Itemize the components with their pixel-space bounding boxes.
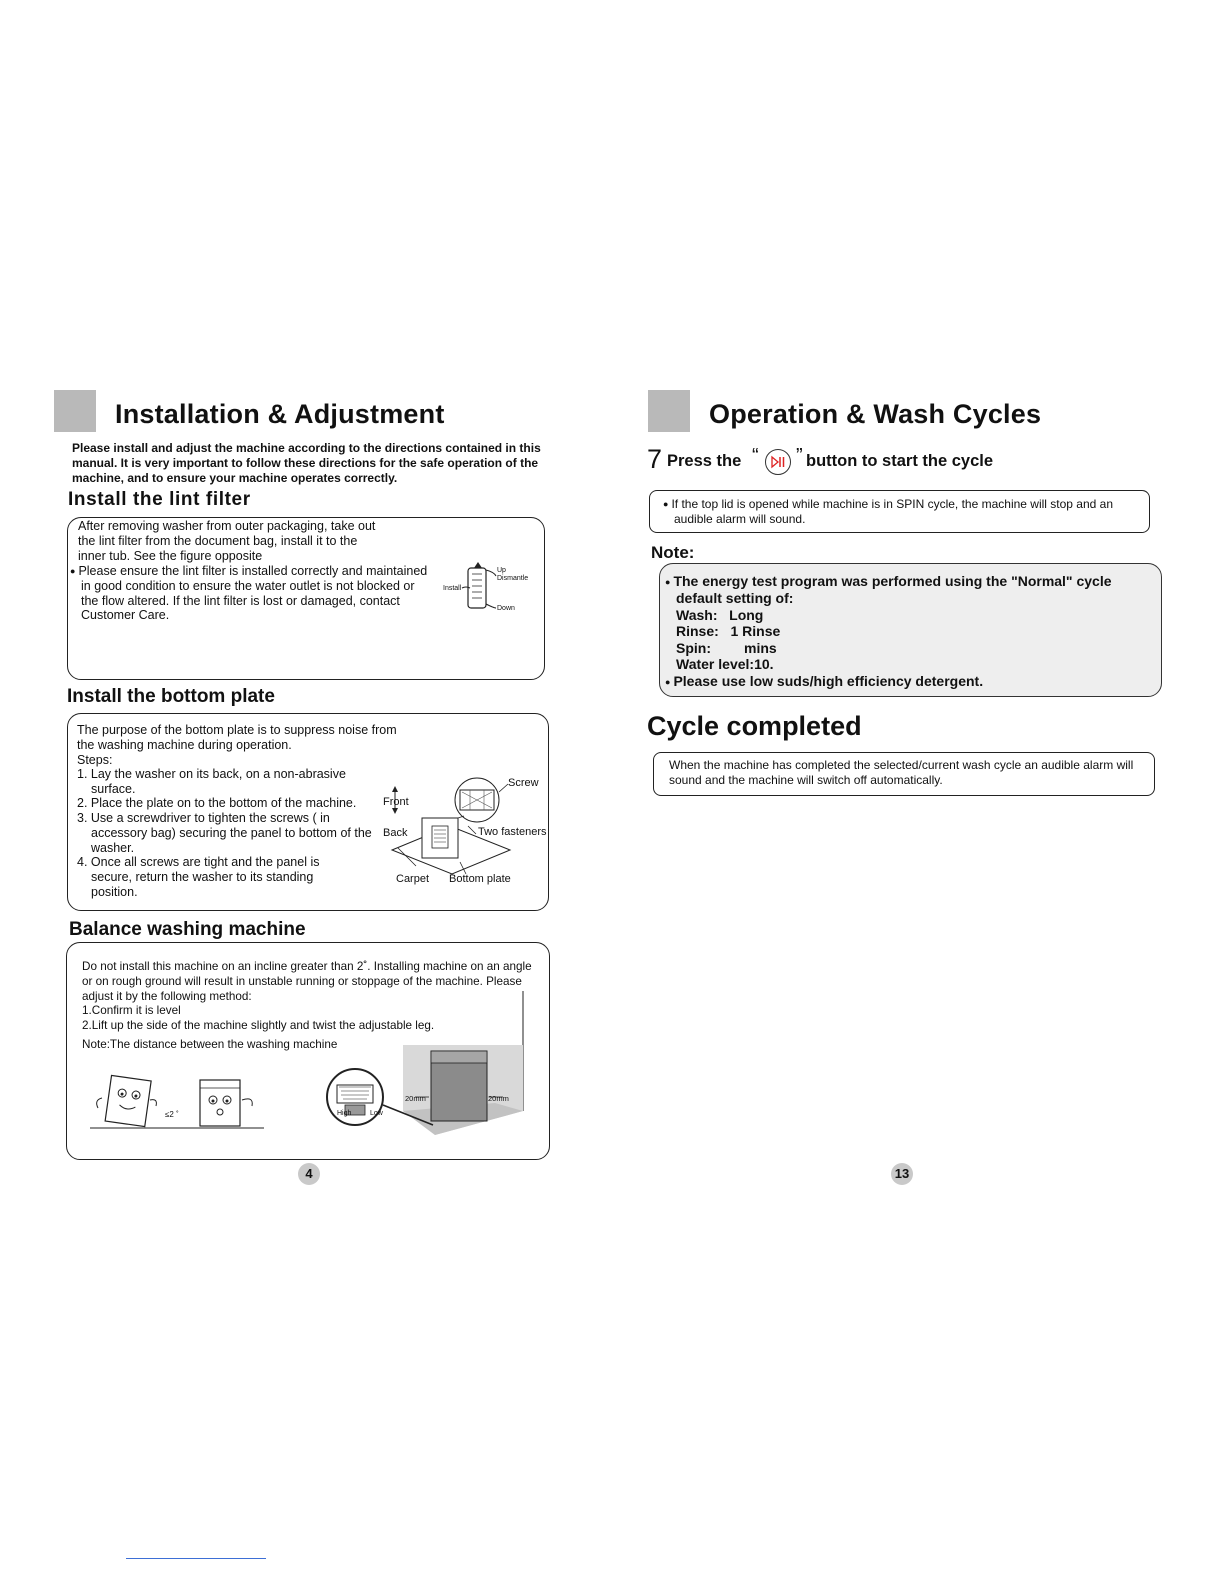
fig-bottom-plate-label: Bottom plate xyxy=(449,873,511,885)
note-water-level: Water level:10. xyxy=(676,656,774,672)
step-3-text: 3. Use a screwdriver to tighten the screws ( in accessory bag) securing the panel to bottom of the washer. xyxy=(77,811,372,855)
start-pause-icon xyxy=(765,449,791,475)
step-number: 7 xyxy=(647,444,663,474)
lint-fig-dismantle-label: Dismantle xyxy=(497,575,529,582)
start-pause-glyph xyxy=(766,450,790,474)
fig-high-label: High xyxy=(337,1110,352,1117)
level-install-figure xyxy=(325,985,530,1145)
fig-carpet-label: Carpet xyxy=(396,873,430,885)
lint-filter-heading: Install the lint filter xyxy=(68,489,251,510)
balance-note: Note:The distance between the washing machine xyxy=(82,1038,338,1051)
fig-20mm-left-label: 20mm xyxy=(405,1094,426,1103)
note-energy-test xyxy=(665,573,1125,607)
spin-notice-text: If the top lid is opened while machine is in SPIN cycle, the machine will stop and an audible alarm will sound. xyxy=(671,497,1114,526)
lint-fig-install-label: Install xyxy=(443,585,462,592)
note-wash xyxy=(676,607,763,623)
note-spin xyxy=(676,640,777,656)
step-text-after: button to start the cycle xyxy=(806,452,994,470)
fig-low-label: Low xyxy=(370,1110,383,1117)
bottom-plate-step-4 xyxy=(77,855,341,899)
wash-value: Long xyxy=(729,607,764,623)
lint-fig-up-label: Up xyxy=(497,567,506,574)
note-rinse xyxy=(676,623,780,639)
tilted-washer-cartoons xyxy=(88,1070,268,1132)
bottom-plate-step-2: 2. Place the plate on to the bottom of the machine. xyxy=(77,796,357,810)
note-line1-text: The energy test program was performed using the "Normal" cycle default setting of: xyxy=(673,573,1112,607)
note-label-text: Note xyxy=(651,543,689,562)
fig-angle-label: ≤2 ˚ xyxy=(165,1110,179,1119)
fig-fasteners-label: Two fasteners xyxy=(478,826,547,838)
fig-back-label: Back xyxy=(383,827,408,839)
balance-step-1: 1.Confirm it is level xyxy=(82,1004,181,1017)
section-marker-left xyxy=(54,390,96,432)
close-quote-glyph: ” xyxy=(796,445,803,467)
page-number-left: 4 xyxy=(298,1163,320,1185)
lint-filter-care-label: Please ensure the lint filter is installed correctly and maintained in good condition to ensure the water outlet is not blocked or the flow altered. If the lint filter is lost or damaged, contact Customer Care. xyxy=(78,564,428,623)
wash-label: Wash: xyxy=(676,607,718,623)
page-number-right: 13 xyxy=(891,1163,913,1185)
bottom-plate-heading: Install the bottom plate xyxy=(67,686,275,707)
installation-intro: Please install and adjust the machine according to the directions contained in this manual. It is very important to follow these directions for the safe operation of the machine, and to ensure your machine operates correctly. xyxy=(72,441,541,485)
rinse-value: 1 Rinse xyxy=(730,623,781,639)
bottom-plate-steps-label: Steps: xyxy=(77,753,113,767)
section-marker-right xyxy=(648,390,690,432)
open-quote-glyph: “ xyxy=(752,445,759,467)
bottom-plate-step-3 xyxy=(77,811,381,855)
lint-filter-care-text xyxy=(70,564,431,623)
fig-20mm-right-label: 20mm xyxy=(488,1094,509,1103)
spin-label: Spin: xyxy=(676,640,711,656)
spin-value: mins xyxy=(744,640,777,656)
step-1-text: 1. Lay the washer on its back, on a non-abrasive surface. xyxy=(77,767,346,796)
step-text-before: Press the xyxy=(667,452,742,470)
balance-step-2: 2.Lift up the side of the machine slightly and twist the adjustable leg. xyxy=(82,1019,435,1032)
fig-front-label: Front xyxy=(383,796,409,808)
detergent-text: Please use low suds/high efficiency detergent. xyxy=(673,673,984,689)
step-4-text: 4. Once all screws are tight and the panel is secure, return the washer to its standing position. xyxy=(77,855,320,899)
cycle-completed-text: When the machine has completed the selected/current wash cycle an audible alarm will sound and the machine will switch off automatically. xyxy=(669,758,1134,787)
bottom-plate-step-1 xyxy=(77,767,391,797)
spin-notice xyxy=(663,497,1144,527)
footer-link-underline xyxy=(126,1558,266,1559)
rinse-label: Rinse: xyxy=(676,623,719,639)
balance-text: Do not install this machine on an incline greater than 2˚. Installing machine on an angle or on rough ground will result in unstable running or stoppage of the machine. Please adjust it by the following method: xyxy=(82,960,532,1003)
note-detergent xyxy=(665,673,983,690)
lint-filter-text: After removing washer from outer packaging, take out the lint filter from the document bag, install it to the inner tub. See the figure opposite xyxy=(78,519,376,563)
balance-heading: Balance washing machine xyxy=(69,919,306,940)
fig-screw-label: Screw xyxy=(508,777,539,789)
note-label: Note: xyxy=(651,543,695,562)
cycle-completed-heading: Cycle completed xyxy=(647,711,862,741)
page-title-operation: Operation & Wash Cycles xyxy=(709,399,1042,429)
page-title-installation: Installation & Adjustment xyxy=(115,399,445,429)
lint-fig-down-label: Down xyxy=(497,605,515,612)
bottom-plate-purpose: The purpose of the bottom plate is to suppress noise from the washing machine during operation. xyxy=(77,723,397,752)
